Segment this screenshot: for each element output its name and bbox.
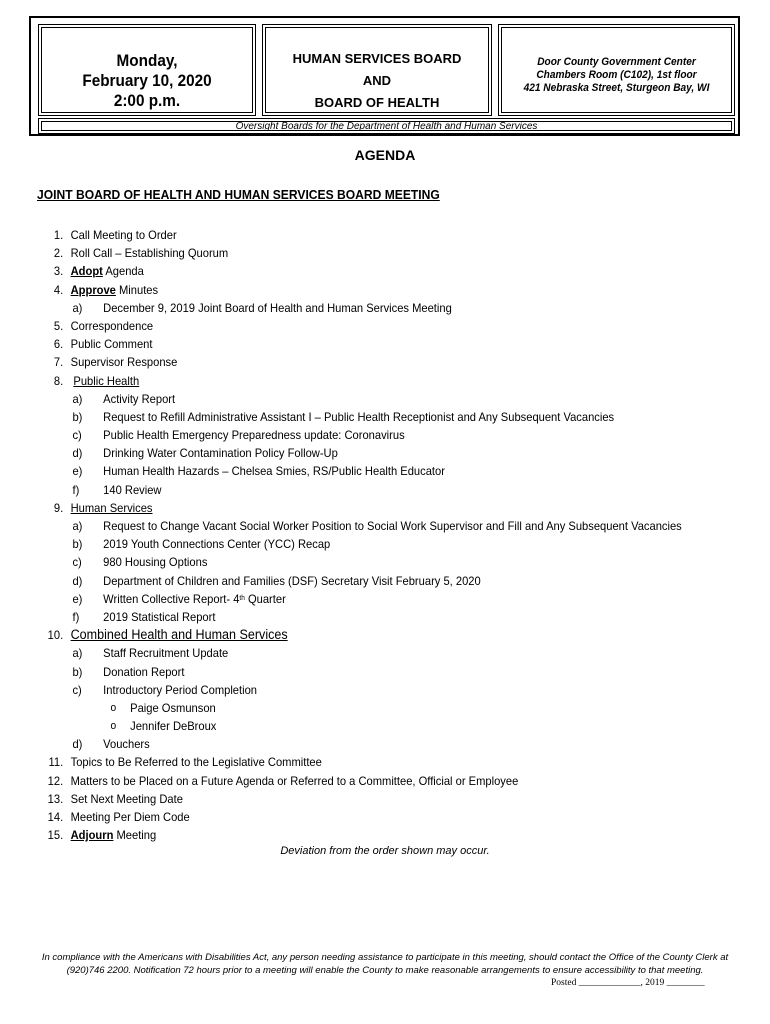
board-title: HUMAN SERVICES BOARD AND BOARD OF HEALTH <box>292 51 462 110</box>
agenda-item: 12. Matters to be Placed on a Future Agenda or Referred to a Committee, Official or Employee <box>47 773 519 788</box>
agenda-item: 11. Topics to Be Referred to the Legislative Committee <box>48 755 322 770</box>
meeting-location: Door County Government Center Chambers Room (C102), 1st floor 421 Nebraska Street, Sturgeon Bay, WI <box>523 56 710 94</box>
meeting-title: JOINT BOARD OF HEALTH AND HUMAN SERVICES BOARD MEETING <box>37 187 440 202</box>
agenda-subitem: e) Human Health Hazards – Chelsea Smies, RS/Public Health Educator <box>72 464 445 479</box>
meeting-date-box <box>38 24 256 116</box>
agenda-subitem: a) Staff Recruitment Update <box>72 646 229 661</box>
agenda-subitem: c) Public Health Emergency Preparedness update: Coronavirus <box>72 428 405 443</box>
meeting-date: Monday, February 10, 2020 2:00 p.m. <box>82 51 212 110</box>
agenda-bullet: o Paige Osmunson <box>110 700 216 715</box>
agenda-subitem: c) Introductory Period Completion <box>72 682 258 697</box>
posted-line: Posted _____________, 2019 ________ <box>551 978 705 988</box>
agenda-item: 5. Correspondence <box>53 318 154 333</box>
board-title-box <box>262 24 492 116</box>
agenda-subitem: a) Activity Report <box>72 391 176 406</box>
agenda-heading: AGENDA <box>354 147 416 163</box>
agenda-subitem: d) Department of Children and Families (DSF) Secretary Visit February 5, 2020 <box>72 573 481 588</box>
agenda-item: 1. Call Meeting to Order <box>53 228 177 242</box>
deviation-note: Deviation from the order shown may occur. <box>280 845 490 857</box>
agenda-subitem: d) Vouchers <box>72 737 150 752</box>
subtitle: Oversight Boards for the Department of Health and Human Services <box>235 121 538 132</box>
agenda-item: 8. Public Health <box>53 373 140 388</box>
agenda-subitem: d) Drinking Water Contamination Policy Follow-Up <box>72 446 338 461</box>
agenda-subitem: b) 2019 Youth Connections Center (YCC) Recap <box>72 537 331 552</box>
agenda-item: 10. Combined Health and Human Services <box>47 627 288 643</box>
agenda-subitem: e) Written Collective Report- 4th Quarter <box>72 591 286 606</box>
agenda-item: 13. Set Next Meeting Date <box>47 791 183 806</box>
agenda-subitem: a) Request to Change Vacant Social Worker Position to Social Work Supervisor and Fill and Any Subsequent Vacancies <box>72 519 682 533</box>
agenda-subitem: f) 2019 Statistical Report <box>72 609 216 624</box>
agenda-list <box>39 226 739 844</box>
agenda-subitem: c) 980 Housing Options <box>72 555 208 570</box>
agenda-item: 2. Roll Call – Establishing Quorum <box>53 246 229 261</box>
location-box <box>498 24 735 116</box>
agenda-bullet: o Jennifer DeBroux <box>110 719 217 734</box>
agenda-item: 9. Human Services <box>53 500 153 515</box>
subtitle-box <box>38 118 735 134</box>
agenda-item: 7. Supervisor Response <box>53 355 178 370</box>
ada-notice: In compliance with the Americans with Disabilities Act, any person needing assistance to participate in this meeting, should contact the Office of the County Clerk at (920)746 2200. Notification 72 hours prior to a meeting will enable the County to make reasonable arrangements to ensure accessibility to that meeting. <box>41 952 729 976</box>
agenda-item: 15. Adjourn Meeting <box>47 828 157 843</box>
agenda-item: 6. Public Comment <box>53 337 153 352</box>
header-frame <box>29 16 740 136</box>
agenda-subitem: f) 140 Review <box>72 482 162 497</box>
agenda-item: 3. Adopt Agenda <box>53 264 144 279</box>
agenda-item: 4. Approve Minutes <box>53 282 159 297</box>
agenda-subitem: b) Request to Refill Administrative Assistant I – Public Health Receptionist and Any Subsequent Vacancies <box>72 409 615 424</box>
agenda-item: 14. Meeting Per Diem Code <box>47 810 190 824</box>
agenda-subitem: a) December 9, 2019 Joint Board of Health and Human Services Meeting <box>72 300 452 315</box>
agenda-subitem: b) Donation Report <box>72 664 185 679</box>
